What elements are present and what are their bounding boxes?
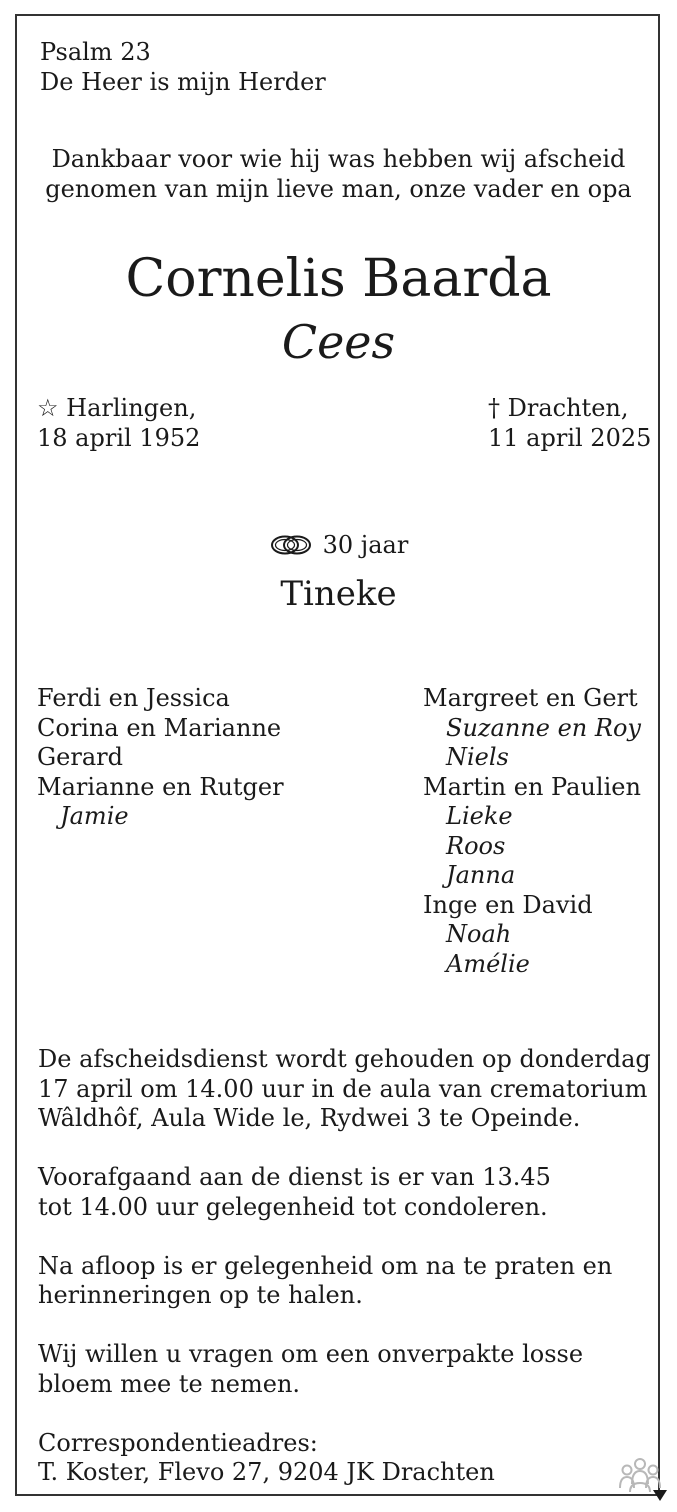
birth-date: 18 april 1952 xyxy=(37,423,201,452)
paragraph-line: 17 april om 14.00 uur in de aula van crematorium xyxy=(38,1074,648,1103)
deceased-name: Cornelis Baarda xyxy=(125,249,552,309)
service-paragraph xyxy=(38,1045,651,1134)
condolence-paragraph xyxy=(38,1163,651,1222)
psalm-heading xyxy=(40,38,326,97)
psalm-subtitle: De Heer is mijn Herder xyxy=(40,67,326,96)
paragraph-line: De afscheidsdienst wordt gehouden op donderdag xyxy=(38,1045,651,1073)
grandchild-name: Noah xyxy=(446,920,512,948)
grandchild-name: Niels xyxy=(446,743,509,771)
grandchild-name: Janna xyxy=(446,861,516,889)
paragraph-line: herinneringen op te halen. xyxy=(38,1281,363,1309)
paragraph-line: tot 14.00 uur gelegenheid tot condoleren. xyxy=(38,1192,548,1221)
family-member: Ferdi en Jessica xyxy=(37,684,230,712)
family-list-left xyxy=(37,684,284,832)
family-member: Corina en Marianne xyxy=(37,713,282,742)
intro-line: genomen van mijn lieve man, onze vader en opa xyxy=(45,174,632,203)
family-member: Margreet en Gert xyxy=(423,684,638,712)
grandchild-name: Lieke xyxy=(446,802,513,830)
death-info xyxy=(488,394,651,453)
afterwards-paragraph xyxy=(38,1252,651,1311)
grandchild-name: Roos xyxy=(446,831,506,860)
marriage-years: 30 jaar xyxy=(322,531,409,559)
paragraph-line: Na afloop is er gelegenheid om na te praten en xyxy=(38,1251,613,1280)
psalm-title: Psalm 23 xyxy=(40,38,151,66)
paragraph-line: Correspondentieadres: xyxy=(38,1428,318,1457)
down-arrow-icon[interactable] xyxy=(652,1488,668,1502)
grandchild-name: Amélie xyxy=(446,949,530,978)
paragraph-line: Wij willen u vragen om een onverpakte losse xyxy=(38,1340,584,1368)
family-member: Marianne en Rutger xyxy=(37,772,284,801)
death-place: † Drachten, xyxy=(488,394,629,422)
grandchild-name: Suzanne en Roy xyxy=(446,713,641,742)
wedding-rings-icon xyxy=(269,534,313,556)
family-list-right xyxy=(423,684,641,979)
flowers-paragraph xyxy=(38,1340,651,1399)
grandchild-name: Jamie xyxy=(60,802,129,830)
paragraph-line: bloem mee te nemen. xyxy=(38,1369,301,1398)
family-member: Martin en Paulien xyxy=(423,772,641,801)
intro-line: Dankbaar voor wie hij was hebben wij afscheid xyxy=(51,145,626,173)
paragraph-line: Voorafgaand aan de dienst is er van 13.45 xyxy=(38,1163,551,1191)
birth-info xyxy=(37,394,200,453)
family-member: Gerard xyxy=(37,743,123,771)
paragraph-line: Wâldhôf, Aula Wide le, Rydwei 3 te Opeinde. xyxy=(38,1104,581,1132)
correspondence-address: T. Koster, Flevo 27, 9204 JK Drachten xyxy=(38,1458,495,1486)
death-date: 11 april 2025 xyxy=(488,423,652,452)
deceased-nickname: Cees xyxy=(281,315,396,369)
family-member: Inge en David xyxy=(423,890,593,919)
birth-place: ☆ Harlingen, xyxy=(37,394,197,422)
correspondence-paragraph xyxy=(38,1429,651,1488)
intro-text xyxy=(0,145,677,204)
marriage-line xyxy=(0,530,677,560)
spouse-name: Tineke xyxy=(280,574,397,614)
service-details xyxy=(38,1045,651,1488)
